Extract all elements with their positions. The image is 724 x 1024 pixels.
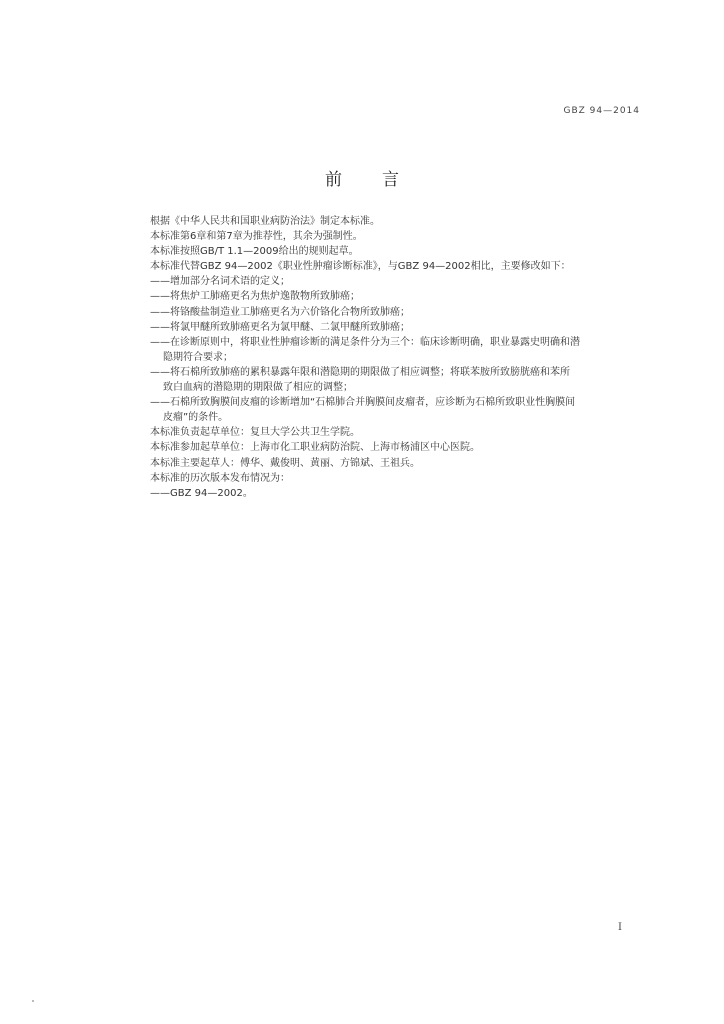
body-line: 本标准按照GB/T 1.1—2009给出的规则起草。 [150, 246, 359, 258]
foreword-body [150, 214, 644, 501]
page-number: I [618, 922, 622, 933]
list-item: ——将焦炉工肺癌更名为焦炉逸散物所致肺癌； [150, 291, 360, 303]
body-line: 本标准主要起草人：傅华、戴俊明、黄丽、方锦斌、王祖兵。 [150, 457, 420, 469]
document-code: GBZ 94—2014 [563, 106, 640, 116]
list-item: ——将石棉所致肺癌的累积暴露年限和潜隐期的期限做了相应调整；将联苯胺所致膀胱癌和苯所 [150, 366, 570, 378]
list-item: ——将氯甲醚所致肺癌更名为氯甲醚、二氯甲醚所致肺癌； [150, 321, 410, 333]
list-item: ——石棉所致胸膜间皮瘤的诊断增加“石棉肺合并胸膜间皮瘤者，应诊断为石棉所致职业性胸膜间 [150, 397, 576, 409]
page-title: 前言 [325, 170, 439, 190]
list-item: ——将铬酸盐制造业工肺癌更名为六价铬化合物所致肺癌； [150, 306, 410, 318]
body-line: 本标准负责起草单位：复旦大学公共卫生学院。 [150, 427, 360, 439]
body-line: 本标准参加起草单位：上海市化工职业病防治院、上海市杨浦区中心医院。 [150, 442, 480, 454]
body-line: 本标准的历次版本发布情况为： [150, 472, 290, 484]
list-item: ——GBZ 94—2002。 [150, 487, 253, 499]
body-line: 本标准代替GBZ 94—2002《职业性肿瘤诊断标准》，与GBZ 94—2002相比，主要修改如下： [150, 261, 571, 273]
list-item-continuation: 隐期符合要求； [163, 351, 233, 363]
list-item: ——增加部分名词术语的定义； [150, 276, 290, 288]
body-line: 本标准第6章和第7章为推荐性，其余为强制性。 [150, 231, 363, 243]
list-item: ——在诊断原则中，将职业性肿瘤诊断的满足条件分为三个：临床诊断明确，职业暴露史明确和潜 [150, 336, 580, 348]
list-item-continuation: 致白血病的潜隐期的期限做了相应的调整； [163, 382, 353, 394]
scan-speck [32, 1000, 34, 1002]
body-line: 根据《中华人民共和国职业病防治法》制定本标准。 [150, 216, 380, 227]
list-item-continuation: 皮瘤”的条件。 [163, 412, 229, 424]
